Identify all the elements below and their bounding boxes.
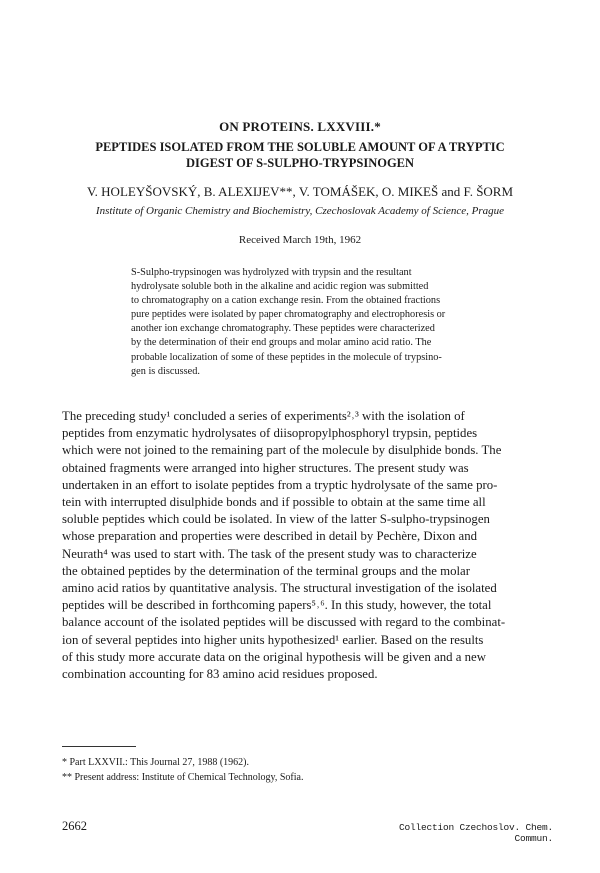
running-footer-journal: Collection Czechoslov. Chem. Commun.: [398, 822, 553, 844]
article-title-line-2: DIGEST OF S-SULPHO-TRYPSINOGEN: [185, 156, 415, 170]
body-line: peptides from enzymatic hydrolysates of diisopropylphosphoryl trypsin, peptides: [62, 426, 478, 441]
abstract-line: probable localization of some of these peptides in the molecule of trypsino-: [131, 351, 442, 363]
author-list: V. HOLEYŠOVSKÝ, B. ALEXIJEV**, V. TOMÁŠEK, O. MIKEŠ and F. ŠORM: [86, 184, 514, 199]
affiliation: Institute of Organic Chemistry and Biochemistry, Czechoslovak Academy of Science, Prague: [95, 205, 505, 217]
abstract-line: to chromatography on a cation exchange resin. From the obtained fractions: [131, 295, 441, 307]
body-line: which were not joined to the remaining part of the molecule by disulphide bonds. The: [62, 443, 502, 458]
abstract-line: another ion exchange chromatography. These peptides were characterized: [131, 323, 435, 335]
body-line: balance account of the isolated peptides will be discussed with regard to the combinat-: [62, 615, 506, 630]
abstract-line: S-Sulpho-trypsinogen was hydrolyzed with trypsin and the resultant: [131, 267, 412, 278]
body-line: combination accounting for 83 amino acid residues proposed.: [62, 667, 378, 682]
body-line: soluble peptides which could be isolated. In view of the latter S-sulpho-trypsinogen: [62, 512, 490, 527]
footnote-address: ** Present address: Institute of Chemical Technology, Sofia.: [62, 772, 304, 783]
body-line: undertaken in an effort to isolate peptides from a tryptic hydrolysate of the same pro-: [62, 477, 498, 492]
abstract-line: gen is discussed.: [131, 365, 200, 377]
body-line: The preceding study¹ concluded a series of experiments²˒³ with the isolation of: [62, 409, 465, 423]
abstract: [131, 266, 491, 379]
body-line: the obtained peptides by the determination of the terminal groups and the molar: [62, 563, 470, 578]
page-number: 2662: [62, 819, 87, 833]
body-line: obtained fragments were arranged into higher structures. The present study was: [62, 460, 469, 475]
body-line: Neurath⁴ was used to start with. The task of the present study was to characterize: [62, 546, 477, 561]
body-line: of this study more accurate data on the original hypothesis will be given and a new: [62, 649, 486, 664]
abstract-line: hydrolysate soluble both in the alkaline and acidic region was submitted: [131, 281, 429, 293]
body-line: whose preparation and properties were described in detail by Pechère, Dixon and: [62, 529, 478, 544]
abstract-line: pure peptides were isolated by paper chromatography and electrophoresis or: [131, 309, 446, 321]
article-title: [60, 139, 540, 171]
footnote-rule: [62, 746, 136, 747]
body-line: peptides will be described in forthcoming papers⁵˒⁶. In this study, however, the total: [62, 598, 492, 613]
received-date: Received March 19th, 1962: [238, 234, 362, 246]
article-title-line-1: PEPTIDES ISOLATED FROM THE SOLUBLE AMOUNT OF A TRYPTIC: [95, 140, 505, 154]
series-title: ON PROTEINS. LXXVIII.*: [219, 119, 381, 134]
body-line: ion of several peptides into higher units hypothesized¹ earlier. Based on the results: [62, 632, 484, 647]
body-text: [62, 408, 540, 683]
footnote-part: * Part LXXVII.: This Journal 27, 1988 (1962).: [62, 757, 250, 768]
body-line: amino acid ratios by quantitative analysis. The structural investigation of the isolated: [62, 581, 497, 596]
body-line: tein with interrupted disulphide bonds and if possible to obtain at the same time all: [62, 495, 486, 510]
abstract-line: by the determination of their end groups and molar amino acid ratio. The: [131, 337, 432, 349]
